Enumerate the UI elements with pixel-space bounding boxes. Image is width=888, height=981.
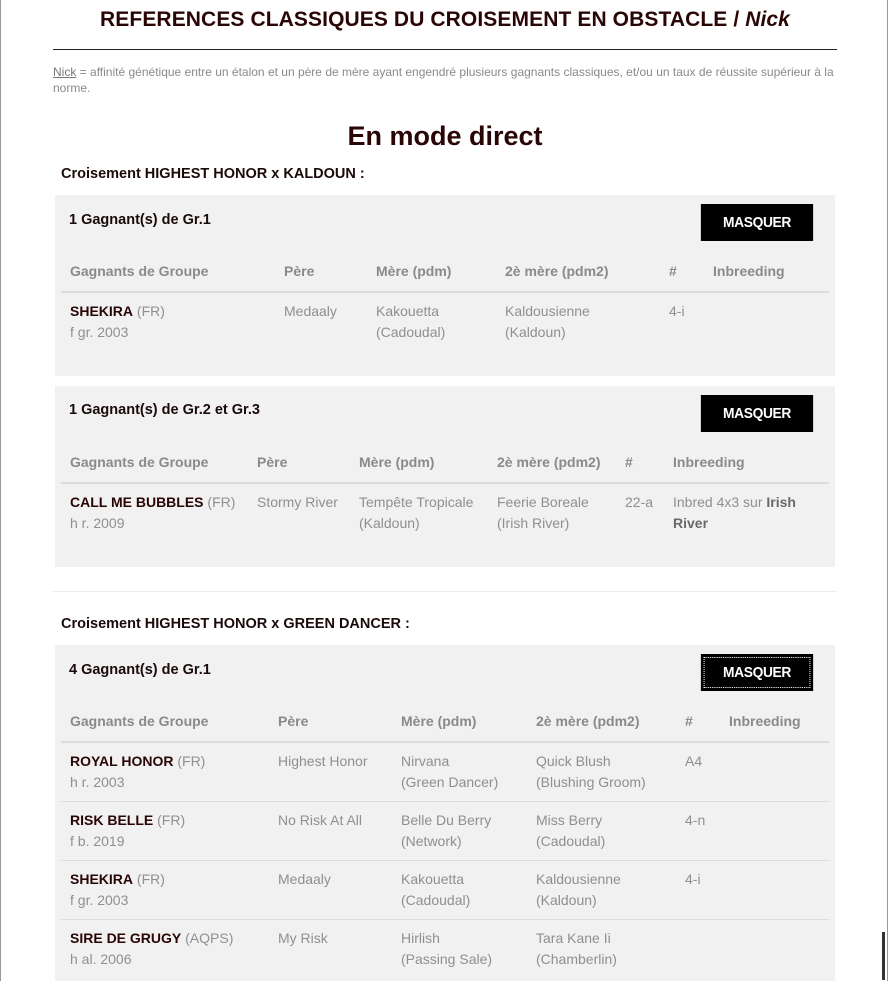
col-header: Inbreeding: [720, 701, 829, 742]
col-header: Père: [275, 251, 367, 292]
dam-cell: Tempête Tropicale (Kaldoun): [359, 494, 474, 531]
col-header: #: [616, 442, 664, 483]
family-number: 22-a: [625, 494, 654, 510]
horse-name[interactable]: RISK BELLE: [70, 812, 154, 828]
dam-cell: Kakouetta (Cadoudal): [376, 303, 446, 340]
table-row: CALL ME BUBBLES (FR) h r. 2009 Stormy River Tempête Tropicale (Kaldoun) Feerie Boreale (Irish River) 22-a Inbred 4x3 sur Irish River: [61, 483, 829, 542]
col-header: #: [660, 251, 704, 292]
second-dam-cell: Quick Blush (Blushing Groom): [527, 742, 676, 802]
title-divider: [53, 49, 837, 50]
sire-cell: No Risk At All: [269, 802, 392, 861]
horse-name[interactable]: SIRE DE GRUGY: [70, 930, 182, 946]
inbreeding-cell: [704, 292, 829, 351]
horse-name[interactable]: CALL ME BUBBLES: [70, 494, 204, 510]
mode-title: En mode direct: [347, 121, 543, 151]
winners-table: [61, 251, 829, 351]
cross-heading: Croisement HIGHEST HONOR x GREEN DANCER :: [61, 616, 410, 632]
sire-cell: Highest Honor: [269, 742, 392, 802]
dam-cell: Belle Du Berry (Network): [392, 802, 527, 861]
col-header: Père: [248, 442, 350, 483]
family-number: 4-i: [669, 303, 685, 319]
winners-table: [61, 442, 829, 542]
note-term: Nick: [53, 65, 77, 79]
page-title: REFERENCES CLASSIQUES DU CROISEMENT EN OBSTACLE / Nick: [100, 8, 790, 31]
winners-panel: [55, 195, 835, 376]
dam-cell: Kakouetta (Cadoudal): [392, 861, 527, 920]
family-number: 4-i: [676, 861, 720, 920]
hide-button[interactable]: MASQUER: [701, 654, 813, 691]
inbreeding-cell: [720, 920, 829, 979]
col-header: Mère (pdm): [350, 442, 488, 483]
horse-name[interactable]: SHEKIRA: [70, 303, 134, 319]
second-dam-cell: Miss Berry (Cadoudal): [527, 802, 676, 861]
family-number: 4-n: [676, 802, 720, 861]
sire-cell: Medaaly: [269, 861, 392, 920]
horse-name[interactable]: ROYAL HONOR: [70, 753, 174, 769]
inbreeding-cell: [720, 861, 829, 920]
col-header: Gagnants de Groupe: [61, 251, 275, 292]
family-number: A4: [676, 742, 720, 802]
sire-cell: My Risk: [278, 930, 328, 946]
col-header: Gagnants de Groupe: [61, 442, 248, 483]
col-header: #: [676, 701, 720, 742]
hide-button[interactable]: MASQUER: [701, 204, 813, 241]
winners-panel: [55, 645, 835, 981]
col-header: Mère (pdm): [392, 701, 527, 742]
table-row: RISK BELLE (FR) f b. 2019 No Risk At All Belle Du Berry (Network) Miss Berry (Cadoudal) 4-n: [61, 802, 829, 861]
definition-note: Nick = affinité génétique entre un étalon et un père de mère ayant engendré plusieurs gagnants classiques, et/ou un taux de réussite supérieur à la norme.: [53, 65, 834, 95]
second-dam-cell: Feerie Boreale (Irish River): [497, 494, 589, 531]
sire-cell: Medaaly: [284, 303, 337, 319]
sire-cell: Stormy River: [257, 494, 338, 510]
panel-title: 4 Gagnant(s) de Gr.1: [69, 662, 211, 678]
dam-cell: Nirvana (Green Dancer): [392, 742, 527, 802]
table-row: SIRE DE GRUGY (AQPS) h al. 2006 My Risk Hirlish (Passing Sale) Tara Kane Ii (Chamberlin): [61, 920, 829, 979]
panel-title: 1 Gagnant(s) de Gr.1: [69, 212, 211, 228]
col-header: Gagnants de Groupe: [61, 701, 269, 742]
hide-button[interactable]: MASQUER: [701, 395, 813, 432]
inbreeding-cell: [720, 742, 829, 802]
panel-title: 1 Gagnant(s) de Gr.2 et Gr.3: [69, 402, 260, 418]
second-dam-cell: Tara Kane Ii (Chamberlin): [536, 930, 617, 967]
table-header-row: [61, 442, 829, 483]
winners-panel: [55, 386, 835, 567]
cross-heading: Croisement HIGHEST HONOR x KALDOUN :: [61, 166, 365, 182]
table-header-row: [61, 701, 829, 742]
table-row: ROYAL HONOR (FR) h r. 2003 Highest Honor Nirvana (Green Dancer) Quick Blush (Blushing Groom) A4: [61, 742, 829, 802]
col-header: Père: [269, 701, 392, 742]
family-number: [676, 920, 720, 979]
inbreeding-cell: [720, 802, 829, 861]
section-divider: [53, 591, 837, 592]
table-row: SHEKIRA (FR) f gr. 2003 Medaaly Kakouetta (Cadoudal) Kaldousienne (Kaldoun) 4-i: [61, 861, 829, 920]
table-row: SHEKIRA (FR) f gr. 2003 Medaaly Kakouetta (Cadoudal) Kaldousienne (Kaldoun) 4-i: [61, 292, 829, 351]
dam-cell: Hirlish (Passing Sale): [401, 930, 493, 967]
col-header: Inbreeding: [704, 251, 829, 292]
scrollbar-thumb[interactable]: [882, 932, 885, 980]
col-header: Mère (pdm): [367, 251, 496, 292]
col-header: Inbreeding: [664, 442, 829, 483]
table-header-row: [61, 251, 829, 292]
col-header: 2è mère (pdm2): [488, 442, 616, 483]
col-header: 2è mère (pdm2): [496, 251, 660, 292]
inbreeding-cell: Inbred 4x3 sur Irish River: [673, 494, 796, 531]
second-dam-cell: Kaldousienne (Kaldoun): [505, 303, 590, 340]
winners-table: [61, 701, 829, 978]
second-dam-cell: Kaldousienne (Kaldoun): [527, 861, 676, 920]
col-header: 2è mère (pdm2): [527, 701, 676, 742]
horse-name[interactable]: SHEKIRA: [70, 871, 134, 887]
